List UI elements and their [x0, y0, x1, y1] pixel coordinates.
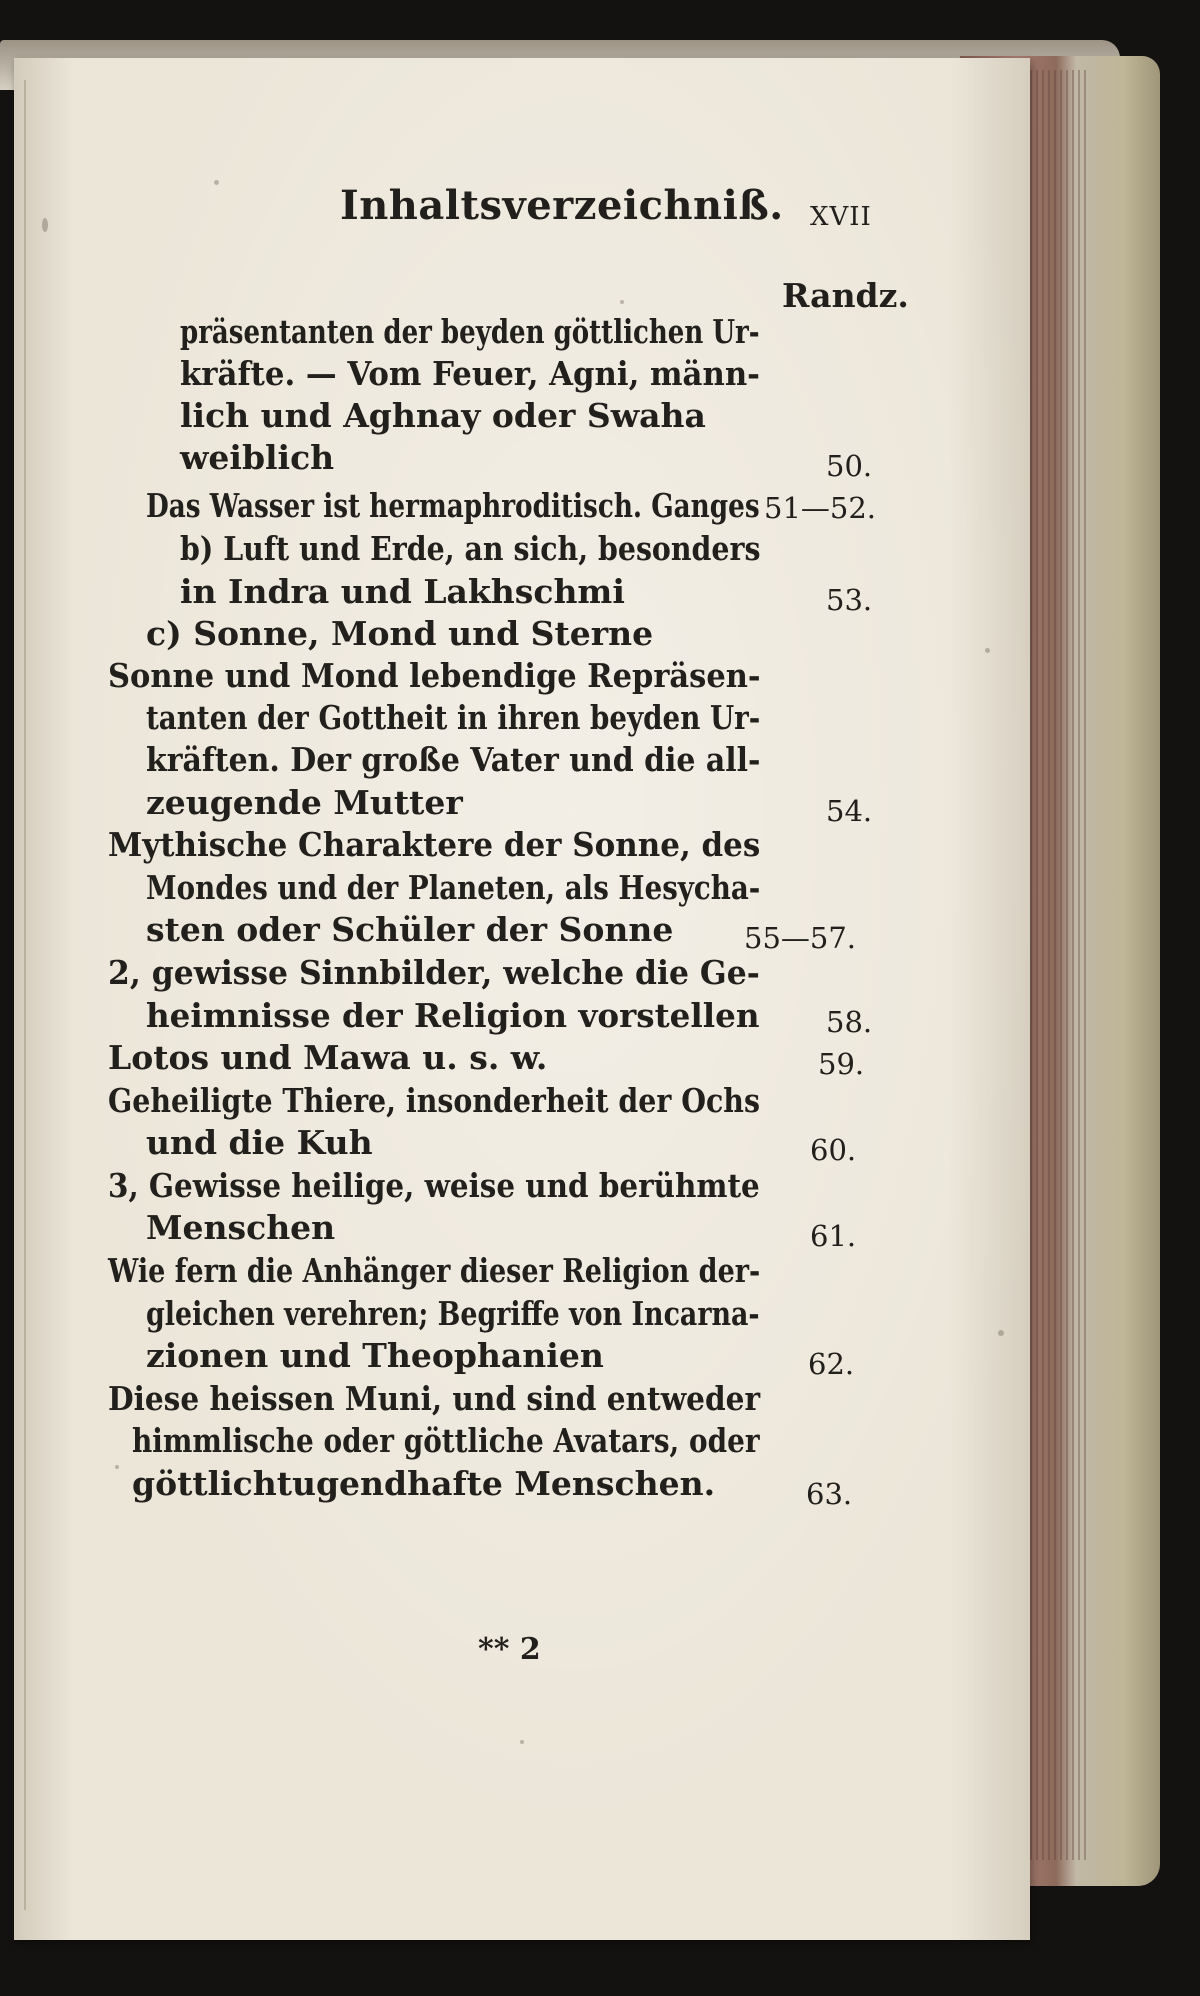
- margin-page-number: 53.: [826, 583, 873, 617]
- toc-line: Diese heissen Muni, und sind entweder: [108, 1379, 761, 1418]
- margin-page-number: 62.: [808, 1347, 855, 1381]
- toc-line: b) Luft und Erde, an sich, besonders: [180, 529, 761, 568]
- margin-page-number: 61.: [810, 1219, 857, 1253]
- toc-line: tanten der Gottheit in ihren beyden Ur-: [146, 698, 761, 737]
- toc-line: Das Wasser ist hermaphroditisch. Ganges: [146, 486, 760, 525]
- toc-line: Wie fern die Anhänger dieser Religion der-: [108, 1251, 761, 1290]
- margin-heading: Randz.: [782, 276, 909, 315]
- margin-page-number: 51—52.: [764, 491, 877, 525]
- toc-line: 3, Gewisse heilige, weise und berühmte: [108, 1166, 760, 1205]
- toc-line: c) Sonne, Mond und Sterne: [146, 614, 654, 653]
- toc-line: Sonne und Mond lebendige Repräsen-: [108, 656, 761, 695]
- toc-line: lich und Aghnay oder Swaha: [180, 396, 706, 435]
- page-number: XVII: [810, 202, 872, 232]
- toc-line: kräften. Der große Vater und die all-: [146, 740, 761, 779]
- toc-line: himmlische oder göttliche Avatars, oder: [132, 1421, 760, 1460]
- margin-page-number: 50.: [826, 449, 873, 483]
- toc-line: Menschen: [146, 1208, 336, 1247]
- margin-page-number: 54.: [826, 794, 873, 828]
- signature-mark: ** 2: [478, 1632, 541, 1667]
- margin-page-number: 60.: [810, 1133, 857, 1167]
- toc-line: Mythische Charaktere der Sonne, des: [108, 825, 761, 864]
- toc-line: sten oder Schüler der Sonne: [146, 910, 674, 949]
- toc-line: und die Kuh: [146, 1123, 373, 1162]
- toc-line: 2, gewisse Sinnbilder, welche die Ge-: [108, 953, 760, 992]
- margin-page-number: 59.: [818, 1047, 865, 1081]
- toc-line: Mondes und der Planeten, als Hesycha-: [146, 868, 761, 907]
- toc-line: weiblich: [180, 438, 335, 477]
- toc-line: gleichen verehren; Begriffe von Incarna-: [146, 1294, 760, 1333]
- toc-line: göttlichtugendhafte Menschen.: [132, 1464, 716, 1503]
- toc-line: in Indra und Lakhschmi: [180, 572, 625, 611]
- toc-line: Lotos und Mawa u. s. w.: [108, 1038, 548, 1077]
- toc-line: zionen und Theophanien: [146, 1336, 604, 1375]
- margin-page-number: 58.: [826, 1005, 873, 1039]
- toc-line: Geheiligte Thiere, insonderheit der Ochs: [108, 1081, 760, 1120]
- toc-line: heimnisse der Religion vorstellen: [146, 996, 760, 1035]
- toc-line: zeugende Mutter: [146, 783, 463, 822]
- running-head: Inhaltsverzeichniß.: [340, 182, 784, 229]
- margin-page-number: 63.: [806, 1477, 853, 1511]
- toc-line: präsentanten der beyden göttlichen Ur-: [180, 312, 760, 351]
- margin-page-number: 55—57.: [744, 921, 857, 955]
- toc-line: kräfte. — Vom Feuer, Agni, männ-: [180, 354, 760, 393]
